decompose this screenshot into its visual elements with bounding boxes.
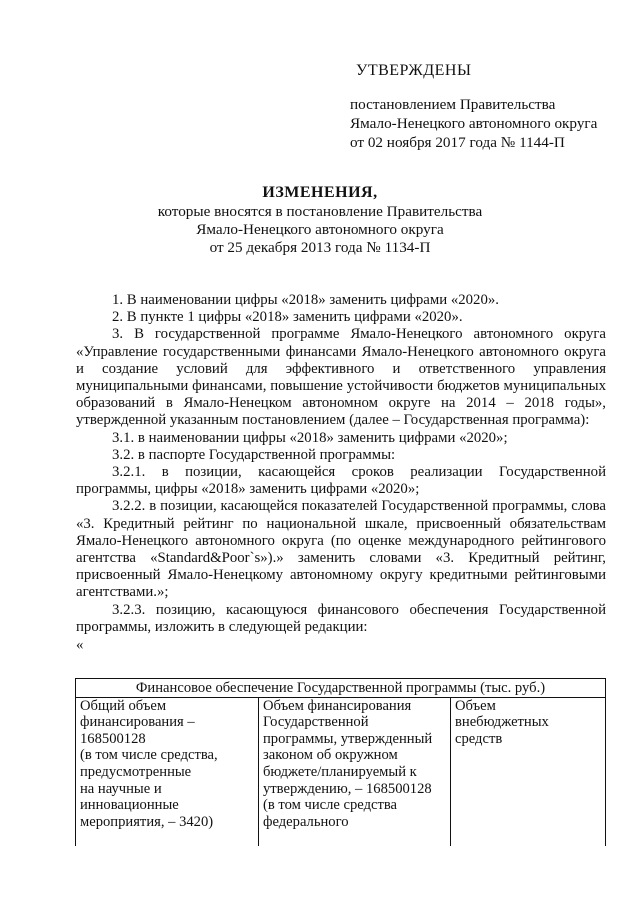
paragraph-3-2-1: 3.2.1. в позиции, касающейся сроков реализации Государственной программы, цифры «2018» заменить цифрами «2020»;	[76, 464, 606, 498]
paragraph-2: 2. В пункте 1 цифры «2018» заменить цифрами «2020».	[112, 309, 463, 326]
cell-line: Объем	[455, 697, 496, 714]
cell-line: средств	[455, 730, 503, 747]
cell-line: (в том числе средства	[263, 797, 398, 814]
approval-line-3: от 02 ноября 2017 года № 1144-П	[350, 134, 565, 151]
cell-line: 168500128	[80, 730, 146, 747]
cell-line: финансирования –	[80, 714, 195, 731]
paragraph-3-2-3: 3.2.3. позицию, касающуюся финансового обеспечения Государственной программы, изложить в следующей редакции:	[76, 601, 606, 635]
approval-line-2: Ямало-Ненецкого автономного округа	[350, 115, 598, 132]
cell-line: внебюджетных	[455, 714, 549, 731]
paragraph-1: 1. В наименовании цифры «2018» заменить цифрами «2020».	[112, 292, 499, 308]
paragraph-3-1: 3.1. в наименовании цифры «2018» заменить цифрами «2020»;	[112, 429, 508, 446]
opening-quote: «	[76, 637, 84, 654]
cell-line: Государственной	[263, 714, 369, 731]
document-body	[76, 292, 606, 654]
cell-line: федерального	[263, 813, 349, 830]
table-cell-total	[76, 697, 259, 846]
paragraph-3-2-2: 3.2.2. в позиции, касающейся показателей Государственной программы, слова «3. Кредитный рейтинг по национальной шкале, присвоенный обязательствам Ямало-Ненецкого автономного округа (по оценке международного рейтингового агентства «Standard&Poor`s»).» заменить словами «3. Кредитный рейтинг, присвоенный Ямало-Ненецкому автономному округу кредитными рейтинговыми агентствами.»;	[76, 498, 606, 601]
approval-stamp: УТВЕРЖДЕНЫ	[356, 62, 472, 79]
cell-line: (в том числе средства,	[80, 747, 218, 764]
cell-line: Общий объем	[80, 697, 167, 714]
cell-line: утверждению, – 168500128	[263, 780, 432, 797]
table-cell-extrabudgetary	[451, 697, 606, 846]
cell-line: законом об окружном	[263, 747, 398, 764]
cell-line: Объем финансирования	[263, 697, 412, 714]
document-heading: ИЗМЕНЕНИЯ,	[262, 184, 378, 201]
document-subtitle-3: от 25 декабря 2013 года № 1134-П	[209, 239, 431, 256]
table-header: Финансовое обеспечение Государственной программы (тыс. руб.)	[76, 679, 606, 698]
cell-line: мероприятия, – 3420)	[80, 813, 214, 830]
cell-line: бюджете/планируемый к	[263, 763, 417, 780]
paragraph-3: 3. В государственной программе Ямало-Ненецкого автономного округа «Управление государственными финансами Ямало-Ненецкого автономного округа и создание условий для эффективного и ответственного управления муниципальными финансами, повышение устойчивости бюджетов муниципальных образований в Ямало-Ненецком автономном округе на 2014 – 2018 годы», утвержденной указанным постановлением (далее – Государственная программа):	[76, 326, 606, 429]
document-subtitle-1: которые вносятся в постановление Правительства	[157, 203, 483, 220]
cell-line: инновационные	[80, 797, 179, 814]
financing-table	[75, 678, 606, 846]
document-subtitle-2: Ямало-Ненецкого автономного округа	[196, 221, 444, 238]
cell-line: программы, утвержденный	[263, 730, 433, 747]
table-cell-program	[259, 697, 451, 846]
cell-line: предусмотренные	[80, 763, 192, 780]
paragraph-3-2: 3.2. в паспорте Государственной программы:	[112, 446, 396, 463]
approval-line-1: постановлением Правительства	[350, 96, 556, 113]
cell-line: на научные и	[80, 780, 162, 797]
